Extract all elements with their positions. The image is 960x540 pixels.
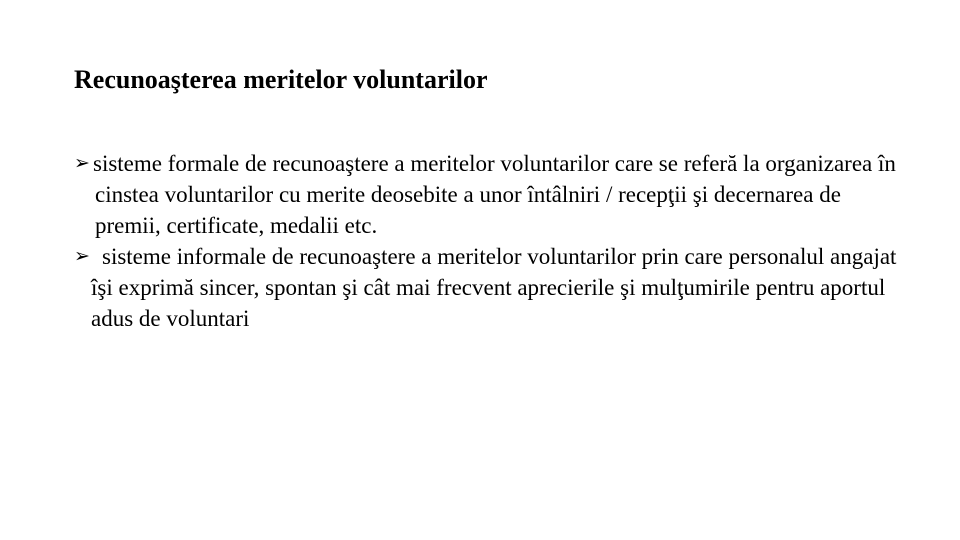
slide-title: Recunoaşterea meritelor voluntarilor bbox=[74, 65, 488, 94]
arrowhead-right-icon: ➢ bbox=[74, 245, 90, 267]
bullet-item bbox=[74, 241, 904, 334]
bullet-text: sisteme informale de recunoaştere a meritelor voluntarilor prin care personalul angajat îşi exprimă sincer, spontan şi cât mai frecvent aprecierile şi mulţumirile pentru aportul adus de voluntari bbox=[91, 244, 897, 331]
bullet-item bbox=[74, 148, 904, 241]
arrowhead-right-icon: ➢ bbox=[74, 152, 90, 174]
bullet-text: sisteme formale de recunoaştere a meritelor voluntarilor care se referă la organizarea în cinstea voluntarilor cu merite deosebite a unor întâlniri / recepţii şi decernarea de premii, certificate, medalii etc. bbox=[93, 151, 896, 238]
bullet-list bbox=[74, 148, 904, 334]
